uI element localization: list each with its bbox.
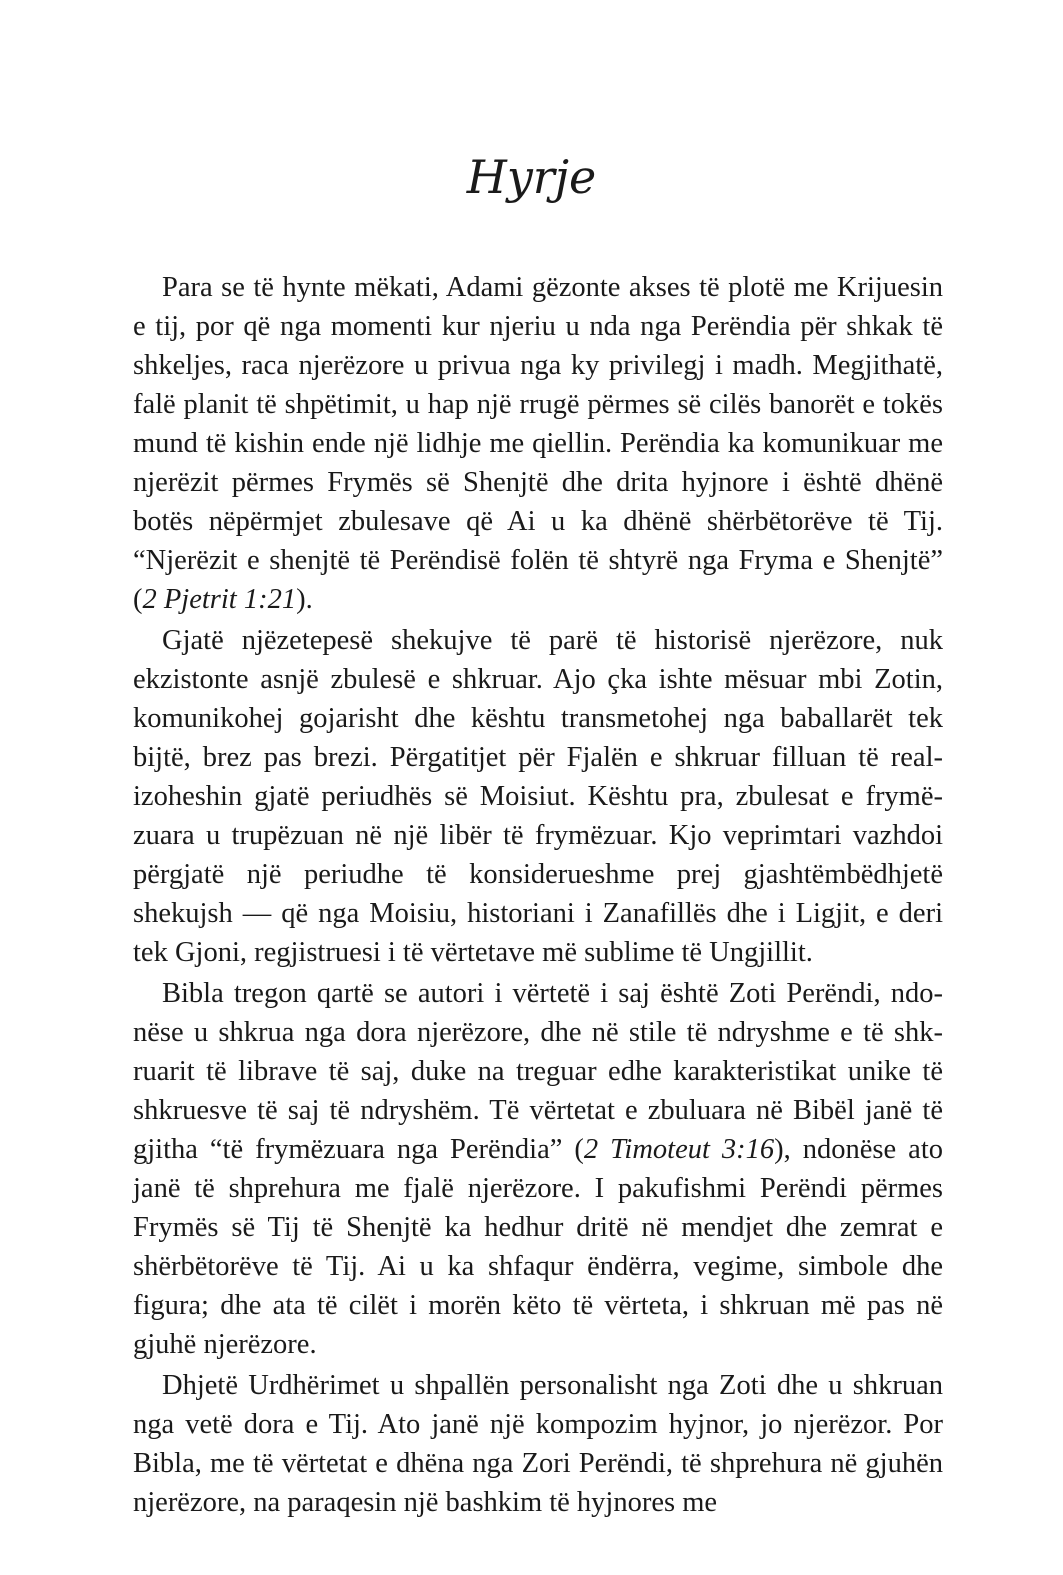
paragraph-3 — [133, 974, 943, 1364]
body-text — [133, 268, 943, 1522]
paragraph-1-text-a: Para se të hynte mëkati, Adami gëzonte akses të plotë me Krijuesin e tij, por që nga momenti kur njeriu u nda nga Perëndia për shkak të shkeljes, raca njerëzore u privua nga ky privilegj i madh. Megjithatë, falë planit të shpëtimit, u hap një rrugë përmes së cilës banorët e tokës mund të kishin ende një lidhje me qiellin. Perëndia ka komunikuar me njerëzit përmes Frymës së Shenjtë dhe drita hyjnore i është dhënë botës nëpërmjet zbulesave që Ai u ka dhënë shërbëtorëve të Tij. “Njerëzit e shenjtë të Perëndisë folën të shtyrë nga Fryma e Shenjtë” ( — [133, 272, 943, 615]
paragraph-3-text-b: ), ndonëse ato janë të shprehura me fjalë njerëzore. I pakufishmi Perëndi përmes Frymës së Tij të Shenjtë ka hedhur dritë në mendjet dhe zemrat e shërbëtorëve të Tij. Ai u ka shfaqur ëndërra, vegime, simbole dhe figura; dhe ata të cilët i morën këto të vërteta, i shkruan më pas në gjuhë njerëzore. — [133, 1134, 943, 1360]
paragraph-1 — [133, 268, 943, 619]
paragraph-2-text: Gjatë njëzetepesë shekujve të parë të historisë njerëzore, nuk ekzistonte asnjë zbulesë e shkruar. Ajo çka ishte mësuar mbi Zotin, komunikohej gojarisht dhe kështu transmetohej nga baballarët tek bijtë, brez pas brezi. Përgatitjet për Fjalën e shkruar filluan të realizoheshin gjatë periudhës së Moisiut. Kështu pra, zbulesat e frymëzuara u trupëzuan në një libër të frymëzuar. Kjo veprimtari vazhdoi përgjatë një periudhe të konsiderueshme prej gjashtëmbëdhjetë shekujsh — që nga Moisiu, historiani i Zanafillës dhe i Ligjit, e deri tek Gjoni, regjistruesi i të vërtetave më sublime të Ungjillit. — [133, 625, 943, 968]
chapter-title: Hyrje — [466, 150, 597, 204]
scripture-reference: 2 Pjetrit 1:21 — [142, 584, 297, 615]
scripture-reference: 2 Timoteut 3:16 — [583, 1134, 775, 1165]
paragraph-4 — [133, 1366, 943, 1522]
paragraph-4-text: Dhjetë Urdhërimet u shpallën personalisht nga Zoti dhe u shkruan nga vetë dora e Tij. Ato janë një kompozim hyjnor, jo njerëzor. Por Bibla, me të vërtetat e dhëna nga Zori Perëndi, të shprehura në gjuhën njerëzore, na paraqesin një bashkim të hyjnores me — [133, 1370, 943, 1518]
paragraph-2 — [133, 621, 943, 972]
paragraph-3-text-a: Bibla tregon qartë se autori i vërtetë i saj është Zoti Perëndi, ndonëse u shkrua nga dora njerëzore, dhe në stile të ndryshme e të shkruarit të librave të saj, duke na treguar edhe karakteristikat unike të shkruesve të saj të ndryshëm. Të vërtetat e zbuluara në Bibël janë të gjitha “të frymëzuara nga Perëndia” ( — [133, 978, 943, 1165]
paragraph-1-text-b: ). — [296, 584, 313, 615]
